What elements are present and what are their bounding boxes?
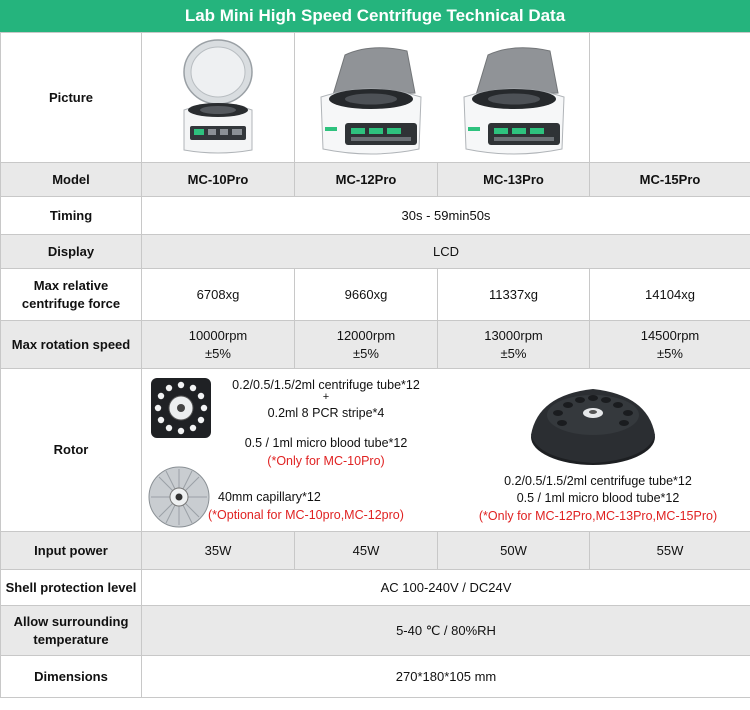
dimensions-row xyxy=(1,656,750,698)
rotor-right-line1: 0.2/0.5/1.5/2ml centrifuge tube*12 xyxy=(504,474,692,488)
timing-label: Timing xyxy=(1,197,142,235)
picture-mc15 xyxy=(590,33,750,163)
max-rcf-label xyxy=(1,269,142,321)
input-power-cell: 55W xyxy=(590,532,750,570)
max-rcf-cell: 14104xg xyxy=(590,269,750,321)
max-speed-cell xyxy=(438,321,590,369)
model-cell: MC-12Pro xyxy=(295,163,438,197)
max-rcf-row xyxy=(1,269,750,321)
rotor-left-note2: (*Optional for MC-10pro,MC-12pro) xyxy=(208,508,404,522)
shell-value: AC 100-240V / DC24V xyxy=(142,570,750,606)
model-cell: MC-13Pro xyxy=(438,163,590,197)
picture-row xyxy=(1,33,750,163)
spec-table xyxy=(0,32,750,698)
max-speed-cell xyxy=(295,321,438,369)
max-rcf-label-line: centrifuge force xyxy=(21,295,121,311)
square-rotor-image xyxy=(148,375,214,441)
temperature-value: 5-40 ℃ / 80%RH xyxy=(142,606,750,656)
rotor-left-line2: 0.2ml 8 PCR stripe*4 xyxy=(267,406,385,420)
speed-tolerance: ±5% xyxy=(500,345,527,361)
max-speed-label: Max rotation speed xyxy=(1,321,142,369)
shell-row xyxy=(1,570,750,606)
dimensions-value: 270*180*105 mm xyxy=(142,656,750,698)
speed-rpm: 13000rpm xyxy=(484,327,543,343)
max-rcf-cell: 6708xg xyxy=(142,269,295,321)
rotor-left-line4: 40mm capillary*12 xyxy=(218,490,321,504)
speed-tolerance: ±5% xyxy=(353,345,379,361)
shell-label: Shell protection level xyxy=(1,570,142,606)
temperature-label-line: temperature xyxy=(33,631,109,647)
centrifuge-tinted-lid-image xyxy=(311,37,431,159)
picture-mc12-mc13 xyxy=(295,33,590,163)
timing-row xyxy=(1,197,750,235)
centrifuge-tinted-lid-image xyxy=(454,37,574,159)
max-rcf-cell: 9660xg xyxy=(295,269,438,321)
angle-rotor-image xyxy=(528,375,658,471)
rotor-left-line3: 0.5 / 1ml micro blood tube*12 xyxy=(244,436,408,450)
input-power-cell: 50W xyxy=(438,532,590,570)
input-power-cell: 45W xyxy=(295,532,438,570)
input-power-label: Input power xyxy=(1,532,142,570)
model-cell: MC-10Pro xyxy=(142,163,295,197)
rotor-content xyxy=(142,369,750,532)
speed-rpm: 14500rpm xyxy=(640,327,700,343)
model-label: Model xyxy=(1,163,142,197)
rotor-left-plus: + xyxy=(322,391,330,403)
display-value: LCD xyxy=(142,235,750,269)
dimensions-label: Dimensions xyxy=(1,656,142,698)
rotor-right-note: (*Only for MC-12Pro,MC-13Pro,MC-15Pro) xyxy=(478,509,718,523)
speed-rpm: 12000rpm xyxy=(336,327,396,343)
rotor-right-line2: 0.5 / 1ml micro blood tube*12 xyxy=(516,491,680,505)
max-rcf-cell: 11337xg xyxy=(438,269,590,321)
max-speed-cell xyxy=(590,321,750,369)
display-row xyxy=(1,235,750,269)
max-speed-cell xyxy=(142,321,295,369)
max-rcf-label-line: Max relative xyxy=(33,277,109,293)
rotor-left-note1: (*Only for MC-10Pro) xyxy=(267,454,385,468)
timing-value: 30s - 59min50s xyxy=(142,197,750,235)
rotor-row xyxy=(1,369,750,532)
centrifuge-open-lid-image xyxy=(178,38,258,158)
rotor-left-line1: 0.2/0.5/1.5/2ml centrifuge tube*12 xyxy=(232,378,420,392)
capillary-rotor-image xyxy=(146,465,212,529)
speed-tolerance: ±5% xyxy=(657,345,683,361)
input-power-cell: 35W xyxy=(142,532,295,570)
display-label: Display xyxy=(1,235,142,269)
speed-rpm: 10000rpm xyxy=(188,327,248,343)
temperature-label xyxy=(1,606,142,656)
picture-mc10 xyxy=(142,33,295,163)
model-cell: MC-15Pro xyxy=(590,163,750,197)
rotor-label: Rotor xyxy=(1,369,142,532)
input-power-row xyxy=(1,532,750,570)
temperature-row xyxy=(1,606,750,656)
max-speed-row xyxy=(1,321,750,369)
page-title: Lab Mini High Speed Centrifuge Technical Data xyxy=(0,0,750,32)
temperature-label-line: Allow surrounding xyxy=(13,613,129,629)
picture-label: Picture xyxy=(1,33,142,163)
speed-tolerance: ±5% xyxy=(205,345,231,361)
model-row xyxy=(1,163,750,197)
